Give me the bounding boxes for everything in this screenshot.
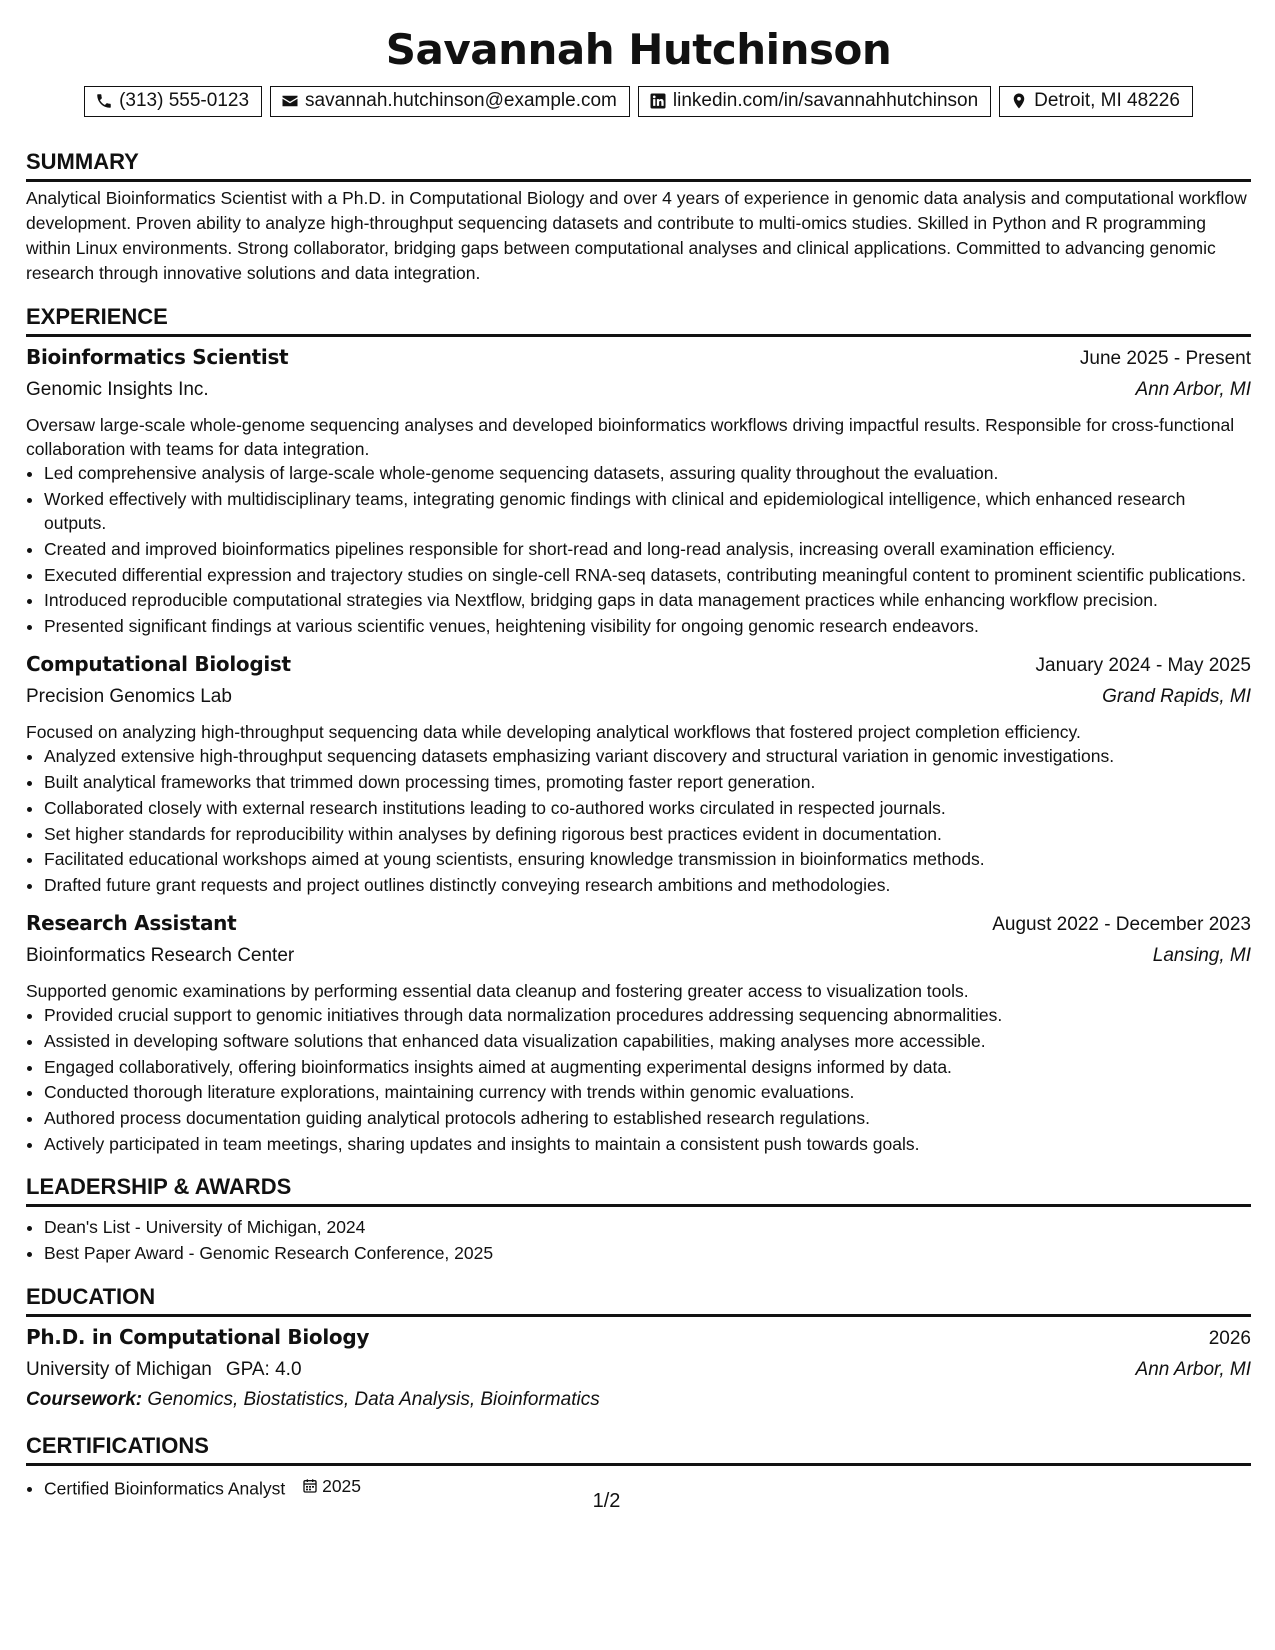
linkedin-icon (649, 92, 667, 110)
phone-contact (84, 86, 262, 117)
list-item: • Created and improved bioinformatics pipelines responsible for short-read and long-read analysis, increasing overall examination efficiency. (44, 537, 1251, 562)
job-location: Ann Arbor, MI (1135, 379, 1251, 400)
job-title: Research Assistant (26, 911, 237, 936)
certification-name: Certified Bioinformatics Analyst (44, 1477, 286, 1498)
list-item: • Led comprehensive analysis of large-scale whole-genome sequencing datasets, assuring quality throughout the evaluation. (44, 461, 1251, 486)
job-bullets (26, 744, 1251, 897)
job-bullets (26, 1003, 1251, 1156)
list-item: • Executed differential expression and trajectory studies on single-cell RNA-seq datasets, contributing meaningful content to prominent scientific publications. (44, 563, 1251, 588)
list-item: • Collaborated closely with external research institutions leading to co-authored works circulated in respected journals. (44, 796, 1251, 821)
education-section (26, 1284, 1251, 1415)
phone-text: (313) 555-0123 (119, 90, 250, 111)
list-item: • Provided crucial support to genomic initiatives through data normalization procedures addressing sequencing abnormalities. (44, 1003, 1251, 1028)
school-name: University of Michigan (26, 1358, 212, 1380)
school-line (26, 1355, 302, 1385)
coursework-list: Genomics, Biostatistics, Data Analysis, Bioinformatics (147, 1388, 600, 1410)
linkedin-text: linkedin.com/in/savannahhutchinson (672, 90, 979, 111)
job-location: Lansing, MI (1152, 945, 1251, 967)
section-title: LEADERSHIP & AWARDS (26, 1174, 1251, 1207)
coursework-line (26, 1385, 1251, 1415)
contact-bar (26, 86, 1251, 117)
certification-year: 2025 (322, 1475, 362, 1496)
job-dates: January 2024 - May 2025 (1035, 655, 1251, 677)
degree-title: Ph.D. in Computational Biology (26, 1324, 370, 1349)
linkedin-contact[interactable] (638, 86, 991, 117)
summary-text: Analytical Bioinformatics Scientist with a Ph.D. in Computational Biology and over 4 years of experience in genomic data analysis and computational workflow development. Proven ability to analyze high-throughput sequencing datasets and contribute to multi-omics studies. Skilled in Python and R programming within Linux environments. Strong collaborator, bridging gaps between computational analyses and clinical applications. Committed to advancing genomic research through innovative solutions and data integration. (26, 188, 1247, 283)
phone-icon (95, 92, 113, 110)
email-contact[interactable] (270, 86, 630, 117)
list-item: • Engaged collaboratively, offering bioinformatics insights aimed at augmenting experimental designs informed by data. (44, 1055, 1251, 1080)
job-entry (26, 648, 1251, 897)
location-text: Detroit, MI 48226 (1034, 90, 1180, 111)
resume-page (26, 18, 1251, 1501)
job-title: Computational Biologist (26, 652, 291, 677)
job-description: Focused on analyzing high-throughput sequencing data while developing analytical workflows that fostered project completion efficiency. (26, 722, 1081, 743)
section-title: SUMMARY (26, 149, 1251, 182)
company-name: Bioinformatics Research Center (26, 945, 295, 967)
summary-section (26, 149, 1251, 286)
job-bullets (26, 461, 1251, 638)
location-contact (999, 86, 1193, 117)
experience-section (26, 304, 1251, 1156)
candidate-name: Savannah Hutchinson (385, 25, 892, 74)
list-item: • Worked effectively with multidisciplinary teams, integrating genomic findings with clinical and epidemiological intelligence, which enhanced research outputs. (44, 487, 1251, 536)
page-number: 1/2 (592, 1490, 621, 1512)
section-title: EDUCATION (26, 1284, 1251, 1317)
company-name: Genomic Insights Inc. (26, 379, 209, 400)
job-title: Bioinformatics Scientist (26, 345, 289, 369)
list-item: • Best Paper Award - Genomic Research Conference, 2025 (44, 1241, 1251, 1266)
list-item: • Dean's List - University of Michigan, 2024 (44, 1215, 1251, 1240)
list-item: • Drafted future grant requests and project outlines distinctly conveying research ambitions and methodologies. (44, 873, 1251, 898)
job-entry (26, 341, 1251, 638)
list-item: • Authored process documentation guiding analytical protocols adhering to established research regulations. (44, 1106, 1251, 1131)
list-item: • Built analytical frameworks that trimmed down processing times, promoting faster report generation. (44, 770, 1251, 795)
job-description: Oversaw large-scale whole-genome sequencing analyses and developed bioinformatics workflows driving impactful results. Responsible for cross-functional collaboration with teams for data integration. (26, 415, 1235, 459)
graduation-year: 2026 (1208, 1327, 1251, 1349)
awards-section (26, 1174, 1251, 1265)
gpa: GPA: 4.0 (225, 1358, 302, 1380)
section-title: CERTIFICATIONS (26, 1433, 1251, 1466)
job-description: Supported genomic examinations by performing essential data cleanup and fostering greater access to visualization tools. (26, 981, 969, 1002)
coursework-label: Coursework: (26, 1388, 143, 1410)
job-entry (26, 907, 1251, 1156)
list-item: • Facilitated educational workshops aimed at young scientists, ensuring knowledge transmission in bioinformatics methods. (44, 847, 1251, 872)
map-pin-icon (1010, 92, 1028, 110)
list-item: • Actively participated in team meetings, sharing updates and insights to maintain a consistent push towards goals. (44, 1132, 1251, 1157)
list-item: • Conducted thorough literature explorations, maintaining currency with trends within genomic evaluations. (44, 1080, 1251, 1105)
envelope-icon (281, 92, 299, 110)
list-item: • Introduced reproducible computational strategies via Nextflow, bridging gaps in data management practices while enhancing workflow precision. (44, 588, 1251, 613)
job-location: Grand Rapids, MI (1102, 686, 1251, 708)
list-item: • Set higher standards for reproducibility within analyses by defining rigorous best practices evident in documentation. (44, 822, 1251, 847)
list-item: • Assisted in developing software solutions that enhanced data visualization capabilities, making analyses more accessible. (44, 1029, 1251, 1054)
email-text: savannah.hutchinson@example.com (305, 90, 617, 111)
list-item: • Analyzed extensive high-throughput sequencing datasets emphasizing variant discovery and structural variation in genomic investigations. (44, 744, 1251, 769)
job-dates: August 2022 - December 2023 (992, 914, 1251, 936)
section-title: EXPERIENCE (26, 304, 1251, 337)
job-dates: June 2025 - Present (1079, 348, 1251, 369)
list-item: • Presented significant findings at various scientific venues, heightening visibility for ongoing genomic research endeavors. (44, 614, 1251, 639)
awards-list (26, 1215, 1251, 1265)
company-name: Precision Genomics Lab (26, 686, 232, 708)
school-location: Ann Arbor, MI (1135, 1358, 1251, 1380)
